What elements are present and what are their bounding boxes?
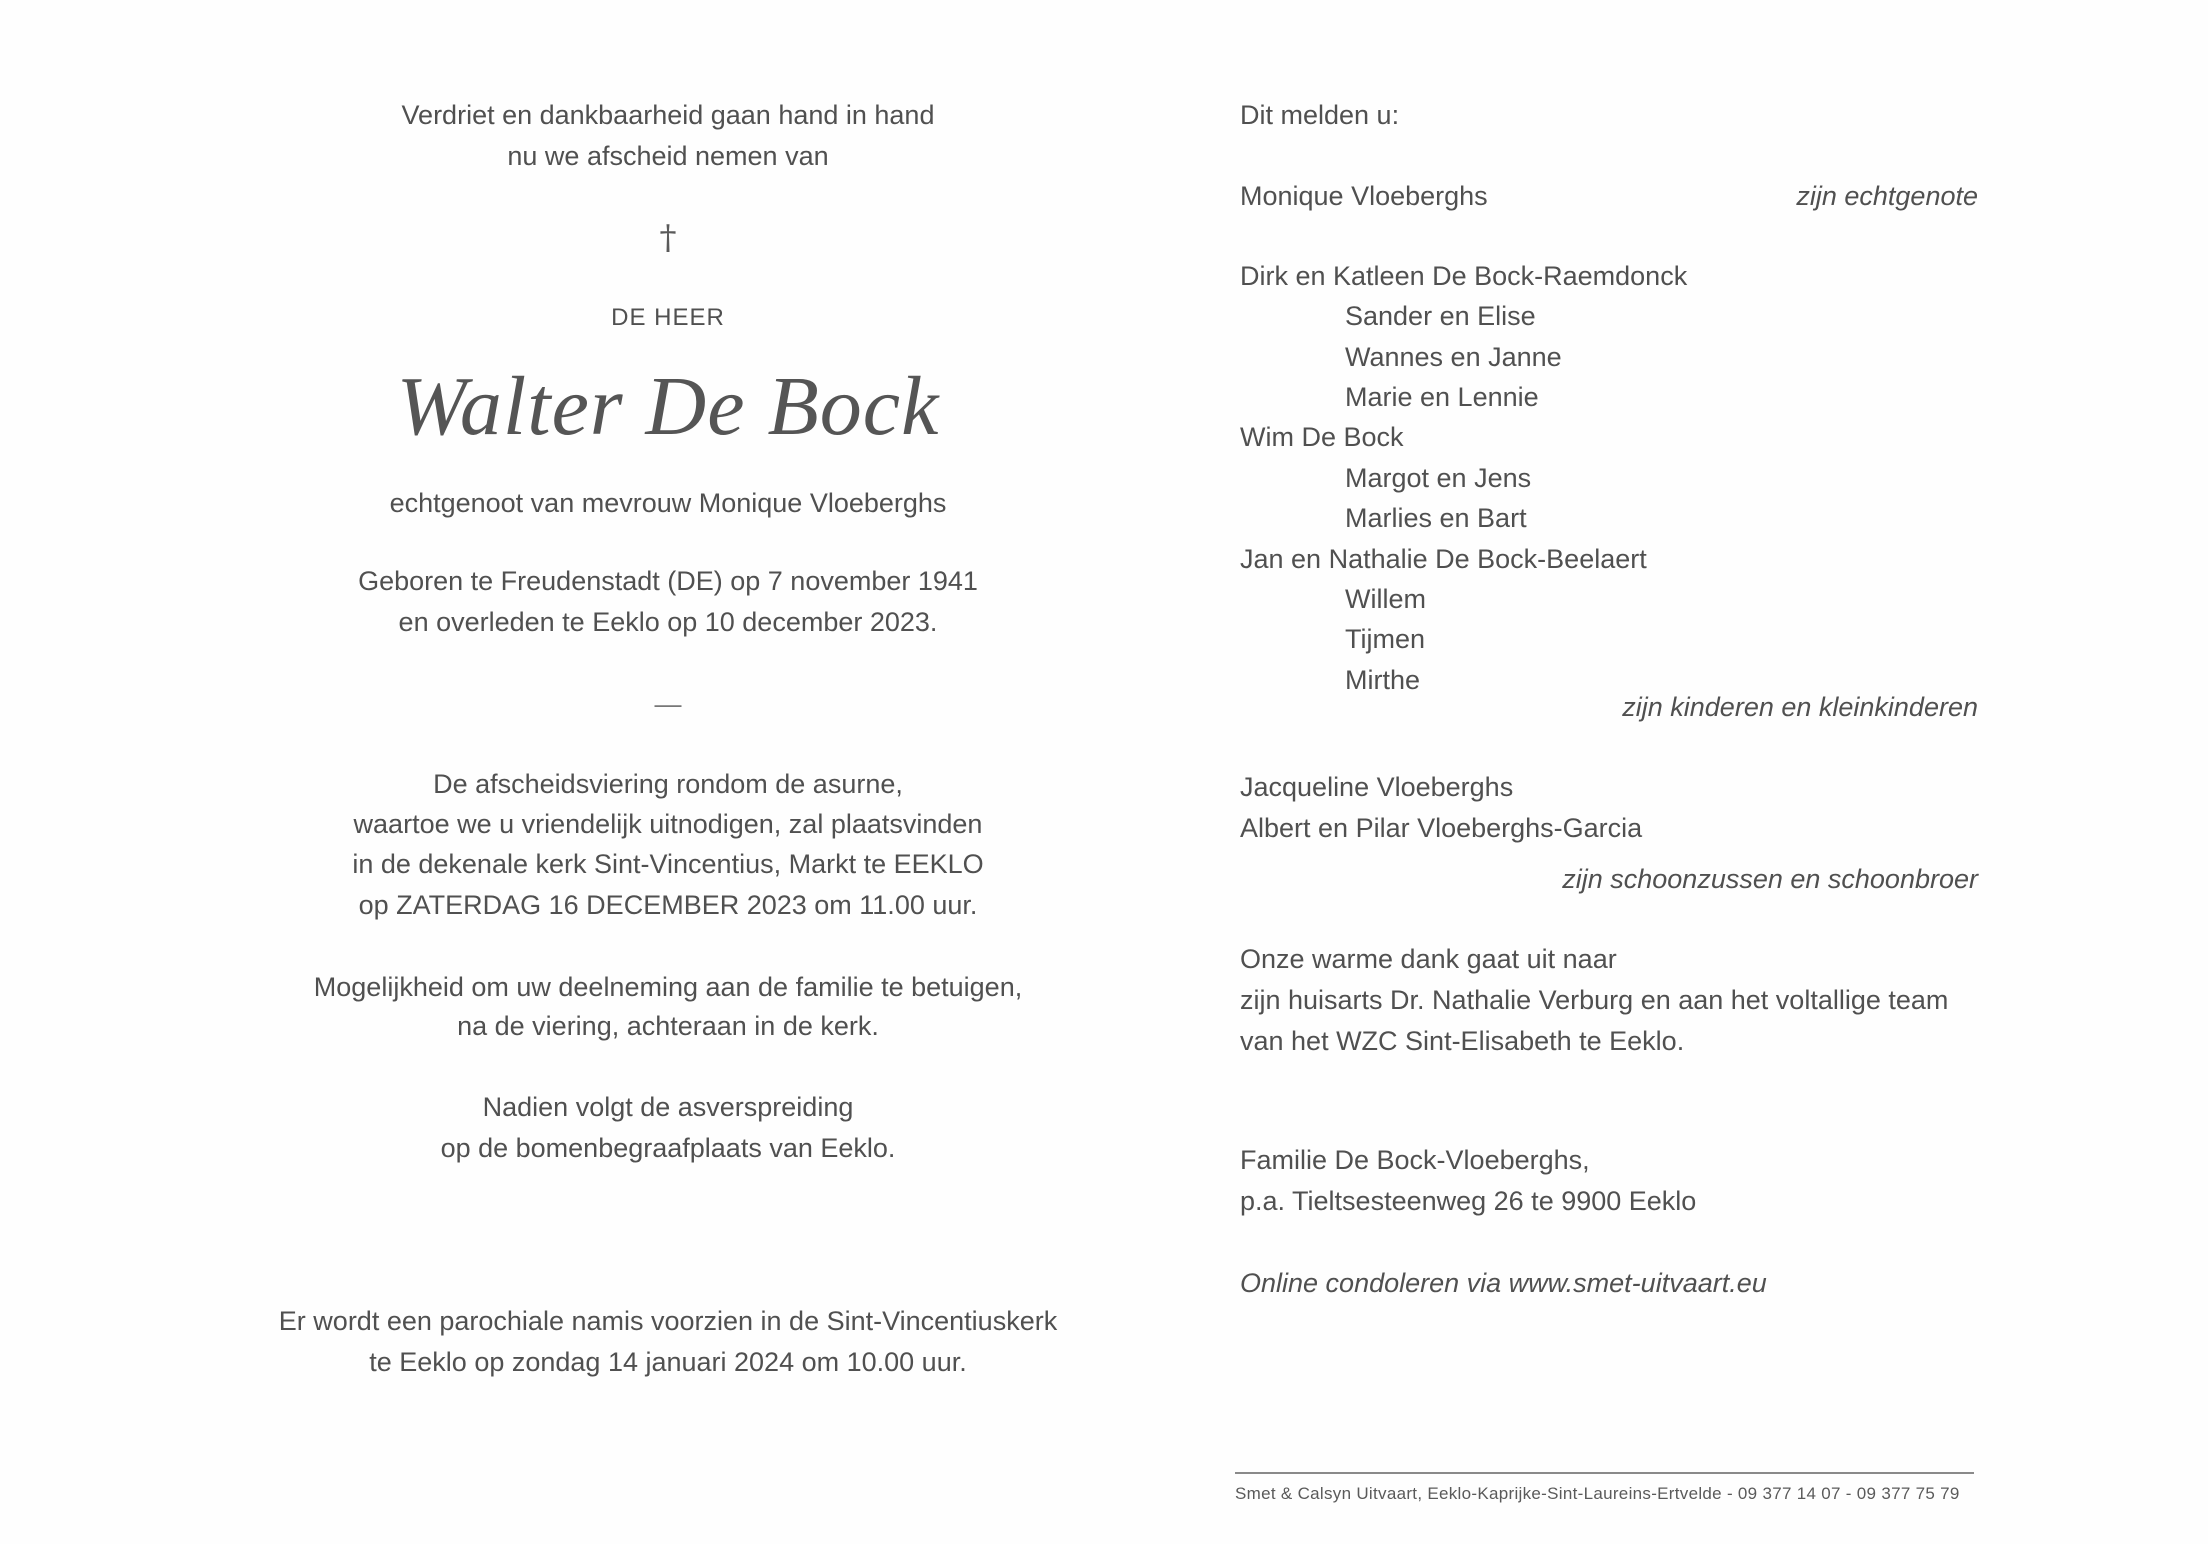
death-line: en overleden te Eeklo op 10 december 2023.: [398, 606, 938, 637]
announce-heading: Dit melden u:: [1240, 99, 1400, 130]
child-name: Wim De Bock: [1240, 422, 1404, 453]
ceremony-text: [160, 764, 1176, 925]
thanks-text: [1240, 939, 1978, 1062]
birth-line: Geboren te Freudenstadt (DE) op 7 november 1941: [358, 565, 978, 596]
children-list: [1240, 256, 1978, 700]
family-name: Familie De Bock-Vloeberghs,: [1240, 1144, 1590, 1175]
family-address: [1240, 1140, 1978, 1222]
intro-line: nu we afscheid nemen van: [507, 140, 829, 171]
in-laws-relation: zijn schoonzussen en schoonbroer: [1562, 863, 1978, 894]
grandchild-name: Marie en Lennie: [1345, 382, 1539, 413]
thanks-line: van het WZC Sint-Elisabeth te Eeklo.: [1240, 1025, 1685, 1056]
ceremony-line: De afscheidsviering rondom de asurne,: [433, 768, 903, 799]
grandchild-name: Sander en Elise: [1345, 301, 1536, 332]
separator-dash: —: [654, 688, 682, 719]
cross-icon: †: [659, 218, 677, 258]
ceremony-line: in de dekenale kerk Sint-Vincentius, Markt te EEKLO: [352, 849, 984, 880]
honorific: DE HEER: [611, 303, 725, 331]
grandchild-name: Willem: [1345, 584, 1426, 615]
spouse-name: Monique Vloeberghs: [1240, 180, 1488, 211]
condolence-text: [160, 968, 1176, 1046]
postal-address: p.a. Tieltsesteenweg 26 te 9900 Eeklo: [1240, 1185, 1697, 1216]
thanks-line: zijn huisarts Dr. Nathalie Verburg en aan het voltallige team: [1240, 984, 1949, 1015]
in-law-name: Jacqueline Vloeberghs: [1240, 771, 1514, 802]
mass-line: te Eeklo op zondag 14 januari 2024 om 10.00 uur.: [369, 1346, 967, 1377]
life-dates: [160, 561, 1176, 643]
mass-text: [160, 1301, 1176, 1383]
grandchild-name: Wannes en Janne: [1345, 341, 1562, 372]
mass-line: Er wordt een parochiale namis voorzien in de Sint-Vincentiuskerk: [278, 1305, 1058, 1336]
deceased-name: Walter De Bock: [396, 360, 940, 453]
grandchild-name: Tijmen: [1345, 624, 1426, 655]
ceremony-line: op ZATERDAG 16 DECEMBER 2023 om 11.00 uur.: [358, 889, 978, 920]
spouse-row: [1240, 176, 1978, 217]
ashes-line: op de bomenbegraafplaats van Eeklo.: [440, 1132, 896, 1163]
in-law-name: Albert en Pilar Vloeberghs-Garcia: [1240, 812, 1643, 843]
child-name: Dirk en Katleen De Bock-Raemdonck: [1240, 260, 1688, 291]
intro-line: Verdriet en dankbaarheid gaan hand in hand: [401, 99, 935, 130]
intro-text: [160, 95, 1176, 177]
online-condolence: Online condoleren via www.smet-uitvaart.eu: [1240, 1267, 1767, 1298]
thanks-line: Onze warme dank gaat uit naar: [1240, 943, 1617, 974]
child-name: Jan en Nathalie De Bock-Beelaert: [1240, 543, 1647, 574]
ashes-line: Nadien volgt de asverspreiding: [482, 1091, 854, 1122]
grandchild-name: Mirthe: [1345, 664, 1421, 695]
grandchild-name: Margot en Jens: [1345, 462, 1532, 493]
grandchild-name: Marlies en Bart: [1345, 503, 1527, 534]
spouse-line: echtgenoot van mevrouw Monique Vloeberghs: [389, 487, 947, 518]
in-laws-list: [1240, 767, 1978, 849]
spouse-relation: zijn echtgenote: [1796, 180, 1978, 211]
undertaker-footer: Smet & Calsyn Uitvaart, Eeklo-Kaprijke-Sint-Laureins-Ertvelde - 09 377 14 07 - 09 377 75 79: [1235, 1484, 1960, 1503]
ceremony-line: waartoe we u vriendelijk uitnodigen, zal plaatsvinden: [353, 809, 983, 840]
children-relation: zijn kinderen en kleinkinderen: [1622, 691, 1978, 722]
footer-divider: [1235, 1472, 1974, 1474]
condolence-line: na de viering, achteraan in de kerk.: [457, 1010, 879, 1041]
ashes-text: [160, 1087, 1176, 1169]
condolence-line: Mogelijkheid om uw deelneming aan de familie te betuigen,: [313, 971, 1023, 1002]
